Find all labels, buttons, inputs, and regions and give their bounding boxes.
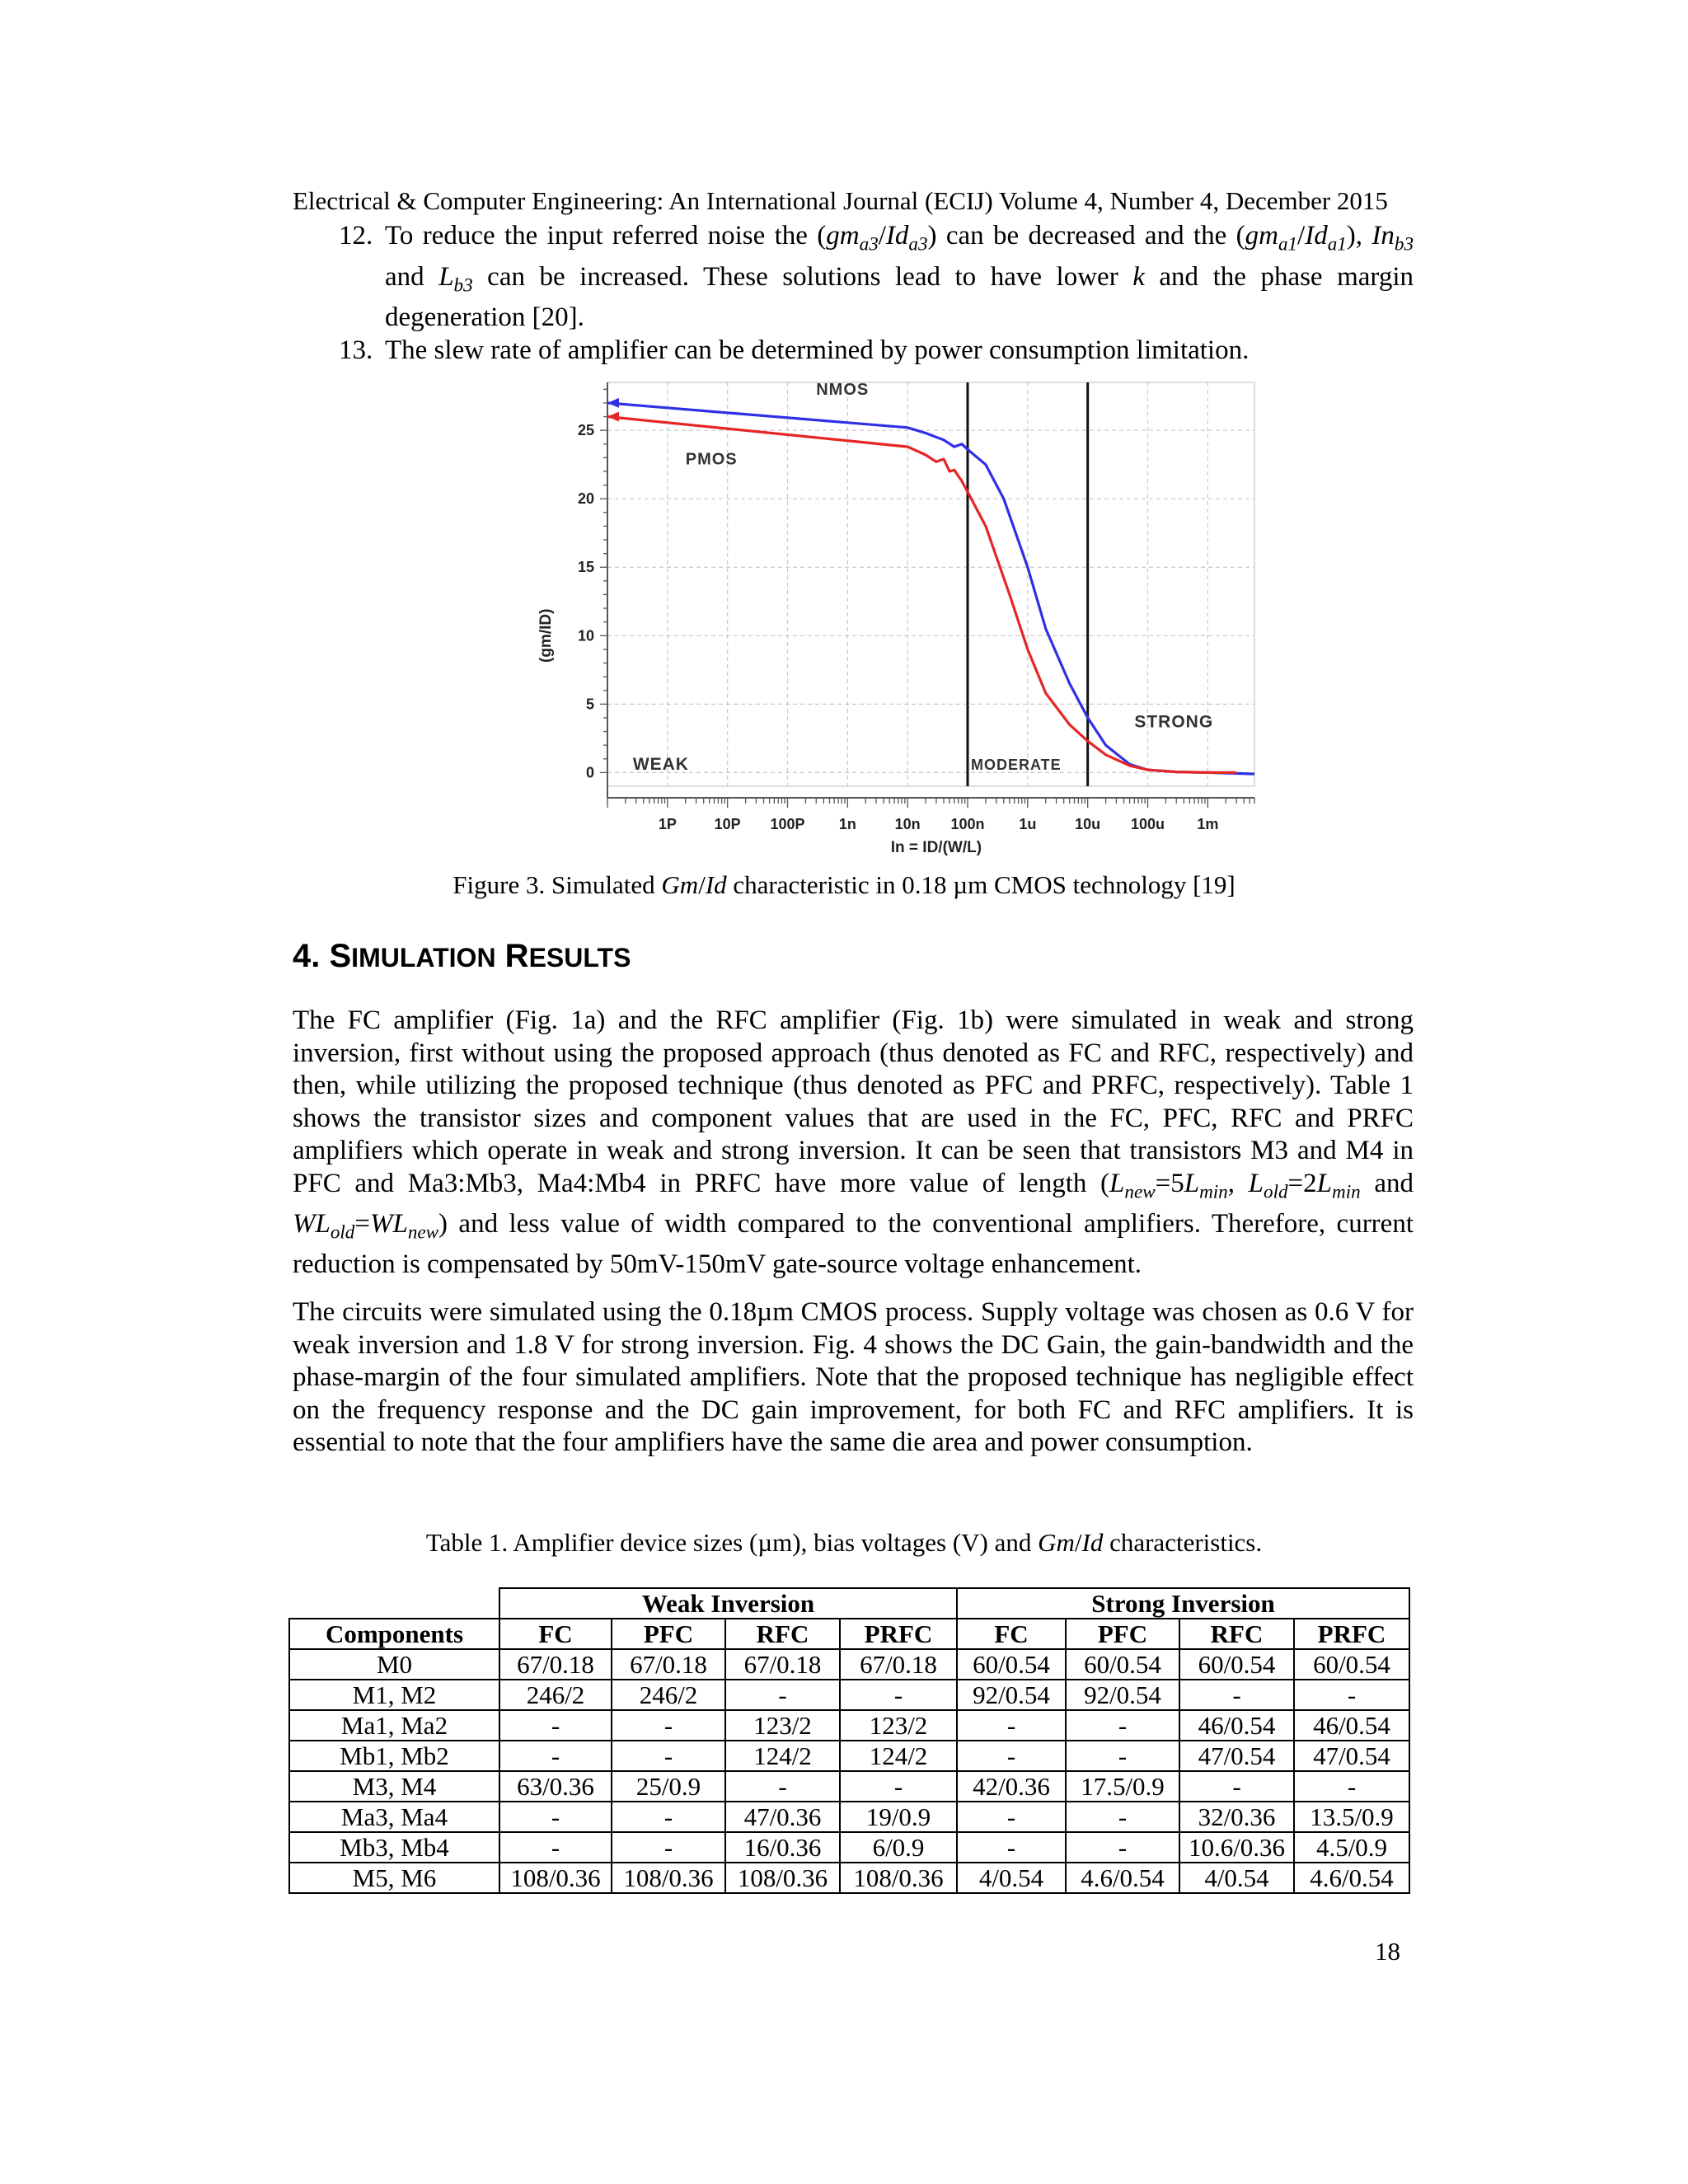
table-cell: 4.6/0.54: [1294, 1863, 1409, 1893]
table-cell: -: [1066, 1710, 1179, 1741]
figure-3-chart: [528, 371, 1261, 865]
table-cell: -: [1179, 1771, 1294, 1802]
table-cell: 4/0.54: [1179, 1863, 1294, 1893]
x-axis-label: In = ID/(W/L): [890, 839, 982, 856]
table-row: [289, 1802, 1409, 1832]
table-column-header: PRFC: [840, 1619, 957, 1649]
y-tick-label: 10: [577, 627, 594, 644]
table-cell: 16/0.36: [725, 1832, 840, 1863]
table-cell: -: [957, 1741, 1066, 1771]
y-tick-label: 20: [577, 490, 594, 508]
x-tick-label: 100P: [770, 816, 805, 832]
table-row-label: M5, M6: [289, 1863, 499, 1893]
table-cell: 17.5/0.9: [1066, 1771, 1179, 1802]
table-cell: 67/0.18: [725, 1649, 840, 1680]
x-tick-label: 100u: [1130, 816, 1165, 832]
x-tick-label: 10u: [1075, 816, 1101, 832]
table-row-label: Ma1, Ma2: [289, 1710, 499, 1741]
x-tick-label: 1m: [1197, 816, 1219, 832]
table-cell: 13.5/0.9: [1294, 1802, 1409, 1832]
table-cell: 108/0.36: [840, 1863, 957, 1893]
table-row-label: M3, M4: [289, 1771, 499, 1802]
table-column-header: RFC: [725, 1619, 840, 1649]
figure-caption: Figure 3. Simulated Gm/Id characteristic in 0.18 µm CMOS technology [19]: [452, 870, 1236, 899]
table-column-header: FC: [957, 1619, 1066, 1649]
table-cell: 92/0.54: [957, 1680, 1066, 1710]
table-group-header-strong: Strong Inversion: [957, 1588, 1409, 1619]
x-tick-label: 1n: [838, 816, 856, 832]
table-cell: 10.6/0.36: [1179, 1832, 1294, 1863]
table-column-header: PFC: [1066, 1619, 1179, 1649]
table-cell: -: [499, 1832, 612, 1863]
table-cell: 60/0.54: [1294, 1649, 1409, 1680]
gm-id-chart-svg: [528, 371, 1261, 865]
table-cell: 47/0.54: [1179, 1741, 1294, 1771]
x-tick-label: 1u: [1019, 816, 1037, 832]
table-cell: -: [840, 1680, 957, 1710]
y-tick-label: 15: [577, 559, 594, 576]
table-cell: -: [725, 1771, 840, 1802]
table-cell: -: [499, 1710, 612, 1741]
table-cell: 4.6/0.54: [1066, 1863, 1179, 1893]
region-label-strong: STRONG: [1134, 712, 1214, 732]
table-row: [289, 1649, 1409, 1680]
table-row: [289, 1771, 1409, 1802]
x-tick-label: 1P: [658, 816, 677, 832]
table-cell: -: [612, 1832, 725, 1863]
table-cell: 67/0.18: [612, 1649, 725, 1680]
list-item-text: To reduce the input referred noise the $(gm_{a3}/Id_{a3})$ can be decreased and the $(gm_{a1}/Id_{a1})$, $In_{b3}$ and $L_{b3}$ can be increased. These solutions lead to have lower k and the phase margin degeneration [20].: [385, 221, 1414, 333]
list-item-number: 12.: [339, 221, 373, 251]
table-row-label: M0: [289, 1649, 499, 1680]
table-row: [289, 1832, 1409, 1863]
table-empty-cell: [289, 1588, 499, 1619]
table-cell: 92/0.54: [1066, 1680, 1179, 1710]
table-cell: 123/2: [725, 1710, 840, 1741]
x-tick-label: 10n: [894, 816, 921, 832]
table-cell: 42/0.36: [957, 1771, 1066, 1802]
table-cell: 246/2: [612, 1680, 725, 1710]
series-label-nmos: NMOS: [816, 380, 870, 399]
table-cell: 60/0.54: [1066, 1649, 1179, 1680]
table-cell: 4.5/0.9: [1294, 1832, 1409, 1863]
table-cell: -: [957, 1710, 1066, 1741]
table-column-header: FC: [499, 1619, 612, 1649]
table-cell: 108/0.36: [499, 1863, 612, 1893]
table-column-header: RFC: [1179, 1619, 1294, 1649]
list-item-number: 13.: [339, 335, 373, 366]
list-item-text: The slew rate of amplifier can be determined by power consumption limitation.: [385, 335, 1250, 366]
paragraph-1: The FC amplifier (Fig. 1a) and the RFC amplifier (Fig. 1b) were simulated in weak and strong inversion, first without using the proposed approach (thus denoted as FC and RFC, respectively) and then, while utilizing the proposed technique (thus denoted as PFC and PRFC, respectively). Table 1 shows the transistor sizes and component values that are used in the FC, PFC, RFC and PRFC amplifiers which operate in weak and strong inversion. It can be seen that transistors M3 and M4 in PFC and Ma3:Mb3, Ma4:Mb4 in PRFC have more value of length ($L_{new}=5L_{min}$, $L_{old}=2L_{min}$ and $WL_{old}=WL_{new}$) and less value of width compared to the conventional amplifiers. Therefore, current reduction is compensated by 50mV-150mV gate-source voltage enhancement.: [293, 1005, 1414, 1279]
y-axis-label: (gm/ID): [537, 608, 555, 663]
table-cell: -: [499, 1741, 612, 1771]
table-cell: 124/2: [725, 1741, 840, 1771]
table-cell: -: [1179, 1680, 1294, 1710]
table-1: [288, 1587, 1410, 1894]
table-cell: 108/0.36: [612, 1863, 725, 1893]
table-column-header-row: [289, 1619, 1409, 1649]
table-row-label: M1, M2: [289, 1680, 499, 1710]
y-tick-label: 25: [577, 422, 594, 439]
table-cell: -: [612, 1710, 725, 1741]
y-tick-label: 5: [585, 696, 594, 713]
table-row-label: Mb1, Mb2: [289, 1741, 499, 1771]
table-cell: -: [725, 1680, 840, 1710]
table-row: [289, 1680, 1409, 1710]
table-cell: 60/0.54: [1179, 1649, 1294, 1680]
table-cell: 4/0.54: [957, 1863, 1066, 1893]
table-cell: -: [1066, 1802, 1179, 1832]
table-cell: 47/0.54: [1294, 1741, 1409, 1771]
table-group-header-weak: Weak Inversion: [499, 1588, 957, 1619]
section-heading: 4. SIMULATION RESULTS: [293, 938, 631, 974]
table-cell: 32/0.36: [1179, 1802, 1294, 1832]
table-cell: 47/0.36: [725, 1802, 840, 1832]
page-number: 18: [1375, 1937, 1400, 1966]
table-cell: -: [1066, 1741, 1179, 1771]
table-row: [289, 1741, 1409, 1771]
table-cell: 246/2: [499, 1680, 612, 1710]
table-cell: 108/0.36: [725, 1863, 840, 1893]
table-cell: 67/0.18: [840, 1649, 957, 1680]
table-cell: 123/2: [840, 1710, 957, 1741]
table-cell: -: [840, 1771, 957, 1802]
table-cell: -: [499, 1802, 612, 1832]
table-row: [289, 1710, 1409, 1741]
table-cell: 63/0.36: [499, 1771, 612, 1802]
running-header: Electrical & Computer Engineering: An International Journal (ECIJ) Volume 4, Number 4, December 2015: [293, 186, 1388, 215]
x-tick-label: 100n: [950, 816, 985, 832]
series-label-pmos: PMOS: [685, 450, 738, 469]
paragraph-2: The circuits were simulated using the 0.18µm CMOS process. Supply voltage was chosen as 0.6 V for weak inversion and 1.8 V for strong inversion. Fig. 4 shows the DC Gain, the gain-bandwidth and the phase-margin of the four simulated amplifiers. Note that the proposed technique has negligible effect on the frequency response and the DC gain improvement, for both FC and RFC amplifiers. It is essential to note that the four amplifiers have the same die area and power consumption.: [293, 1297, 1414, 1457]
region-label-moderate: MODERATE: [970, 757, 1062, 774]
table-cell: -: [1066, 1832, 1179, 1863]
region-label-weak: WEAK: [632, 755, 689, 775]
table-cell: 60/0.54: [957, 1649, 1066, 1680]
table-cell: -: [957, 1832, 1066, 1863]
table-cell: 124/2: [840, 1741, 957, 1771]
list-item-12: [293, 219, 1414, 334]
table-row-label: Mb3, Mb4: [289, 1832, 499, 1863]
list-item-13: [293, 334, 1414, 367]
x-tick-label: 10P: [714, 816, 741, 832]
y-tick-label: 0: [585, 764, 594, 781]
table-group-header-row: [289, 1588, 1409, 1619]
table-cell: -: [612, 1802, 725, 1832]
table-row: [289, 1863, 1409, 1893]
table-cell: -: [612, 1741, 725, 1771]
table-column-header: PRFC: [1294, 1619, 1409, 1649]
table-cell: 25/0.9: [612, 1771, 725, 1802]
table-cell: 19/0.9: [840, 1802, 957, 1832]
table-cell: 46/0.54: [1294, 1710, 1409, 1741]
table-cell: -: [957, 1802, 1066, 1832]
table-cell: 67/0.18: [499, 1649, 612, 1680]
table-column-header: PFC: [612, 1619, 725, 1649]
table-column-header: Components: [289, 1619, 499, 1649]
table-caption: Table 1. Amplifier device sizes (µm), bias voltages (V) and Gm/Id characteristics.: [425, 1528, 1263, 1557]
numbered-list: [293, 219, 1414, 367]
table-row-label: Ma3, Ma4: [289, 1802, 499, 1832]
table-cell: -: [1294, 1771, 1409, 1802]
table-cell: 46/0.54: [1179, 1710, 1294, 1741]
table-cell: 6/0.9: [840, 1832, 957, 1863]
table-cell: -: [1294, 1680, 1409, 1710]
